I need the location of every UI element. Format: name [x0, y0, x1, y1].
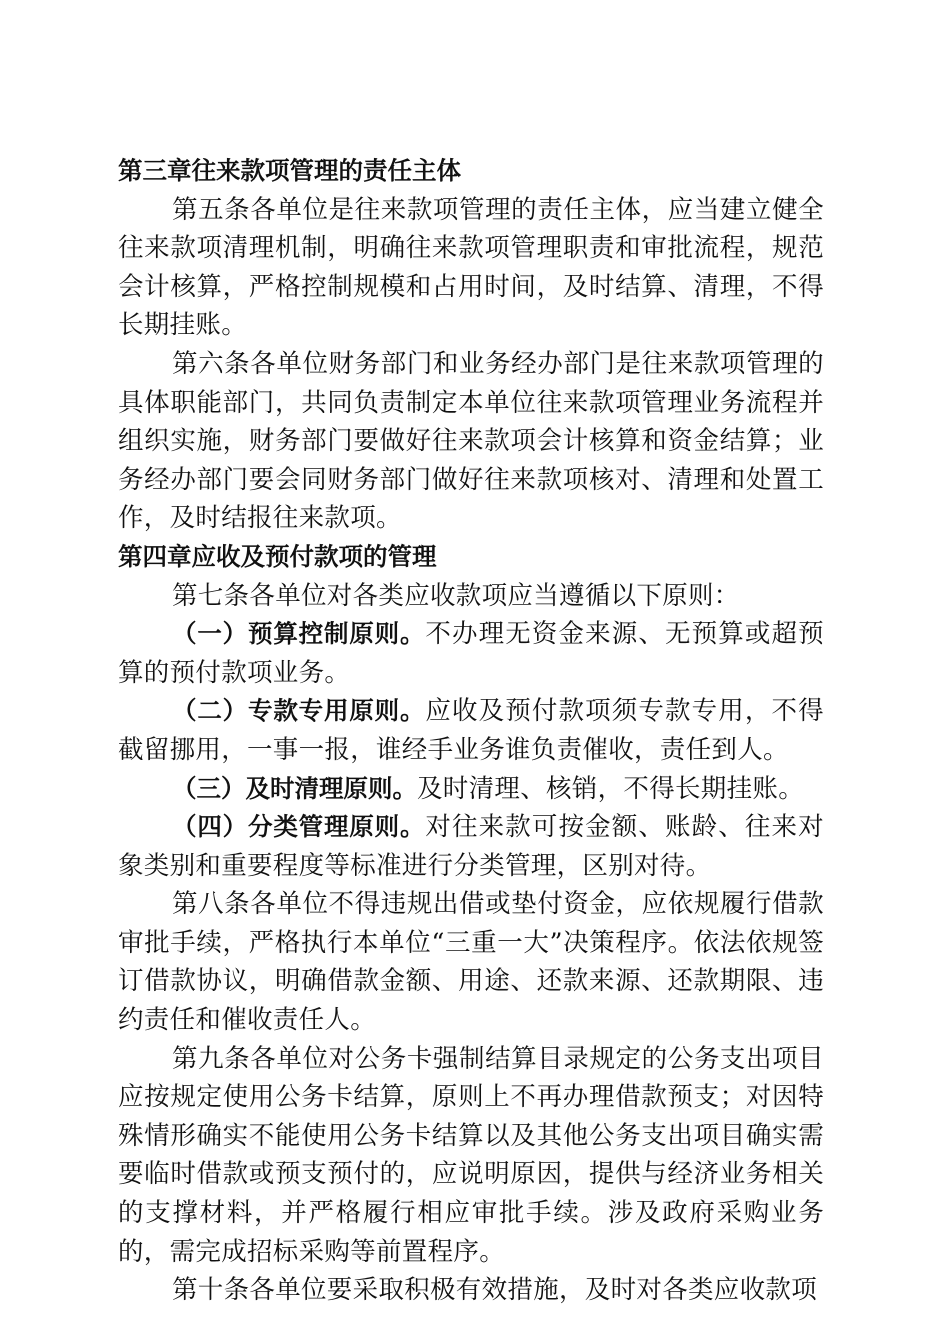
article-5: 第五条各单位是往来款项管理的责任主体，应当建立健全往来款项清理机制，明确往来款项管理职责和审批流程，规范会计核算，严格控制规模和占用时间，及时结算、清理，不得长期挂账。 [118, 194, 824, 341]
principle-2 [118, 692, 824, 769]
principle-3-text: 及时清理、核销，不得长期挂账。 [417, 773, 805, 804]
article-7: 第七条各单位对各类应收款项应当遵循以下原则： [172, 580, 740, 611]
principle-1-text: 不办理无资金来源、无预算或超预算的预付款项业务。 [118, 619, 824, 688]
chapter-4-heading: 第四章应收及预付款项的管理 [118, 541, 437, 571]
document-body [118, 152, 824, 1310]
principle-1-title: （一）预算控制原则。 [172, 619, 426, 649]
principle-2-text: 应收及预付款项须专款专用，不得截留挪用，一事一报，谁经手业务谁负责催收，责任到人。 [118, 696, 824, 765]
principle-4-text: 对往来款可按金额、账龄、往来对象类别和重要程度等标准进行分类管理，区别对待。 [118, 812, 824, 881]
article-6: 第六条各单位财务部门和业务经办部门是往来款项管理的具体职能部门，共同负责制定本单位往来款项管理业务流程并组织实施，财务部门要做好往来款项会计核算和资金结算；业务经办部门要会同财务部门做好往来款项核对、清理和处置工作，及时结报往来款项。 [118, 348, 824, 534]
principle-4-title: （四）分类管理原则。 [172, 812, 426, 842]
article-10: 第十条各单位要采取积极有效措施，及时对各类应收款项 [172, 1275, 818, 1306]
chapter-3-heading: 第三章往来款项管理的责任主体 [118, 156, 461, 185]
principle-3-title: （三）及时清理原则。 [172, 773, 417, 803]
principle-1 [118, 615, 824, 692]
principle-2-title: （二）专款专用原则。 [172, 696, 426, 726]
article-9: 第九条各单位对公务卡强制结算目录规定的公务支出项目应按规定使用公务卡结算，原则上不再办理借款预支；对因特殊情形确实不能使用公务卡结算以及其他公务支出项目确实需要临时借款或预支预付的，应说明原因，提供与经济业务相关的支撑材料，并严格履行相应审批手续。涉及政府采购业务的，需完成招标采购等前置程序。 [118, 1043, 824, 1267]
principle-3 [118, 770, 824, 809]
principle-4 [118, 808, 824, 885]
article-8: 第八条各单位不得违规出借或垫付资金，应依规履行借款审批手续，严格执行本单位“三重一大”决策程序。依法依规签订借款协议，明确借款金额、用途、还款来源、还款期限、违约责任和催收责任人。 [118, 889, 824, 1036]
